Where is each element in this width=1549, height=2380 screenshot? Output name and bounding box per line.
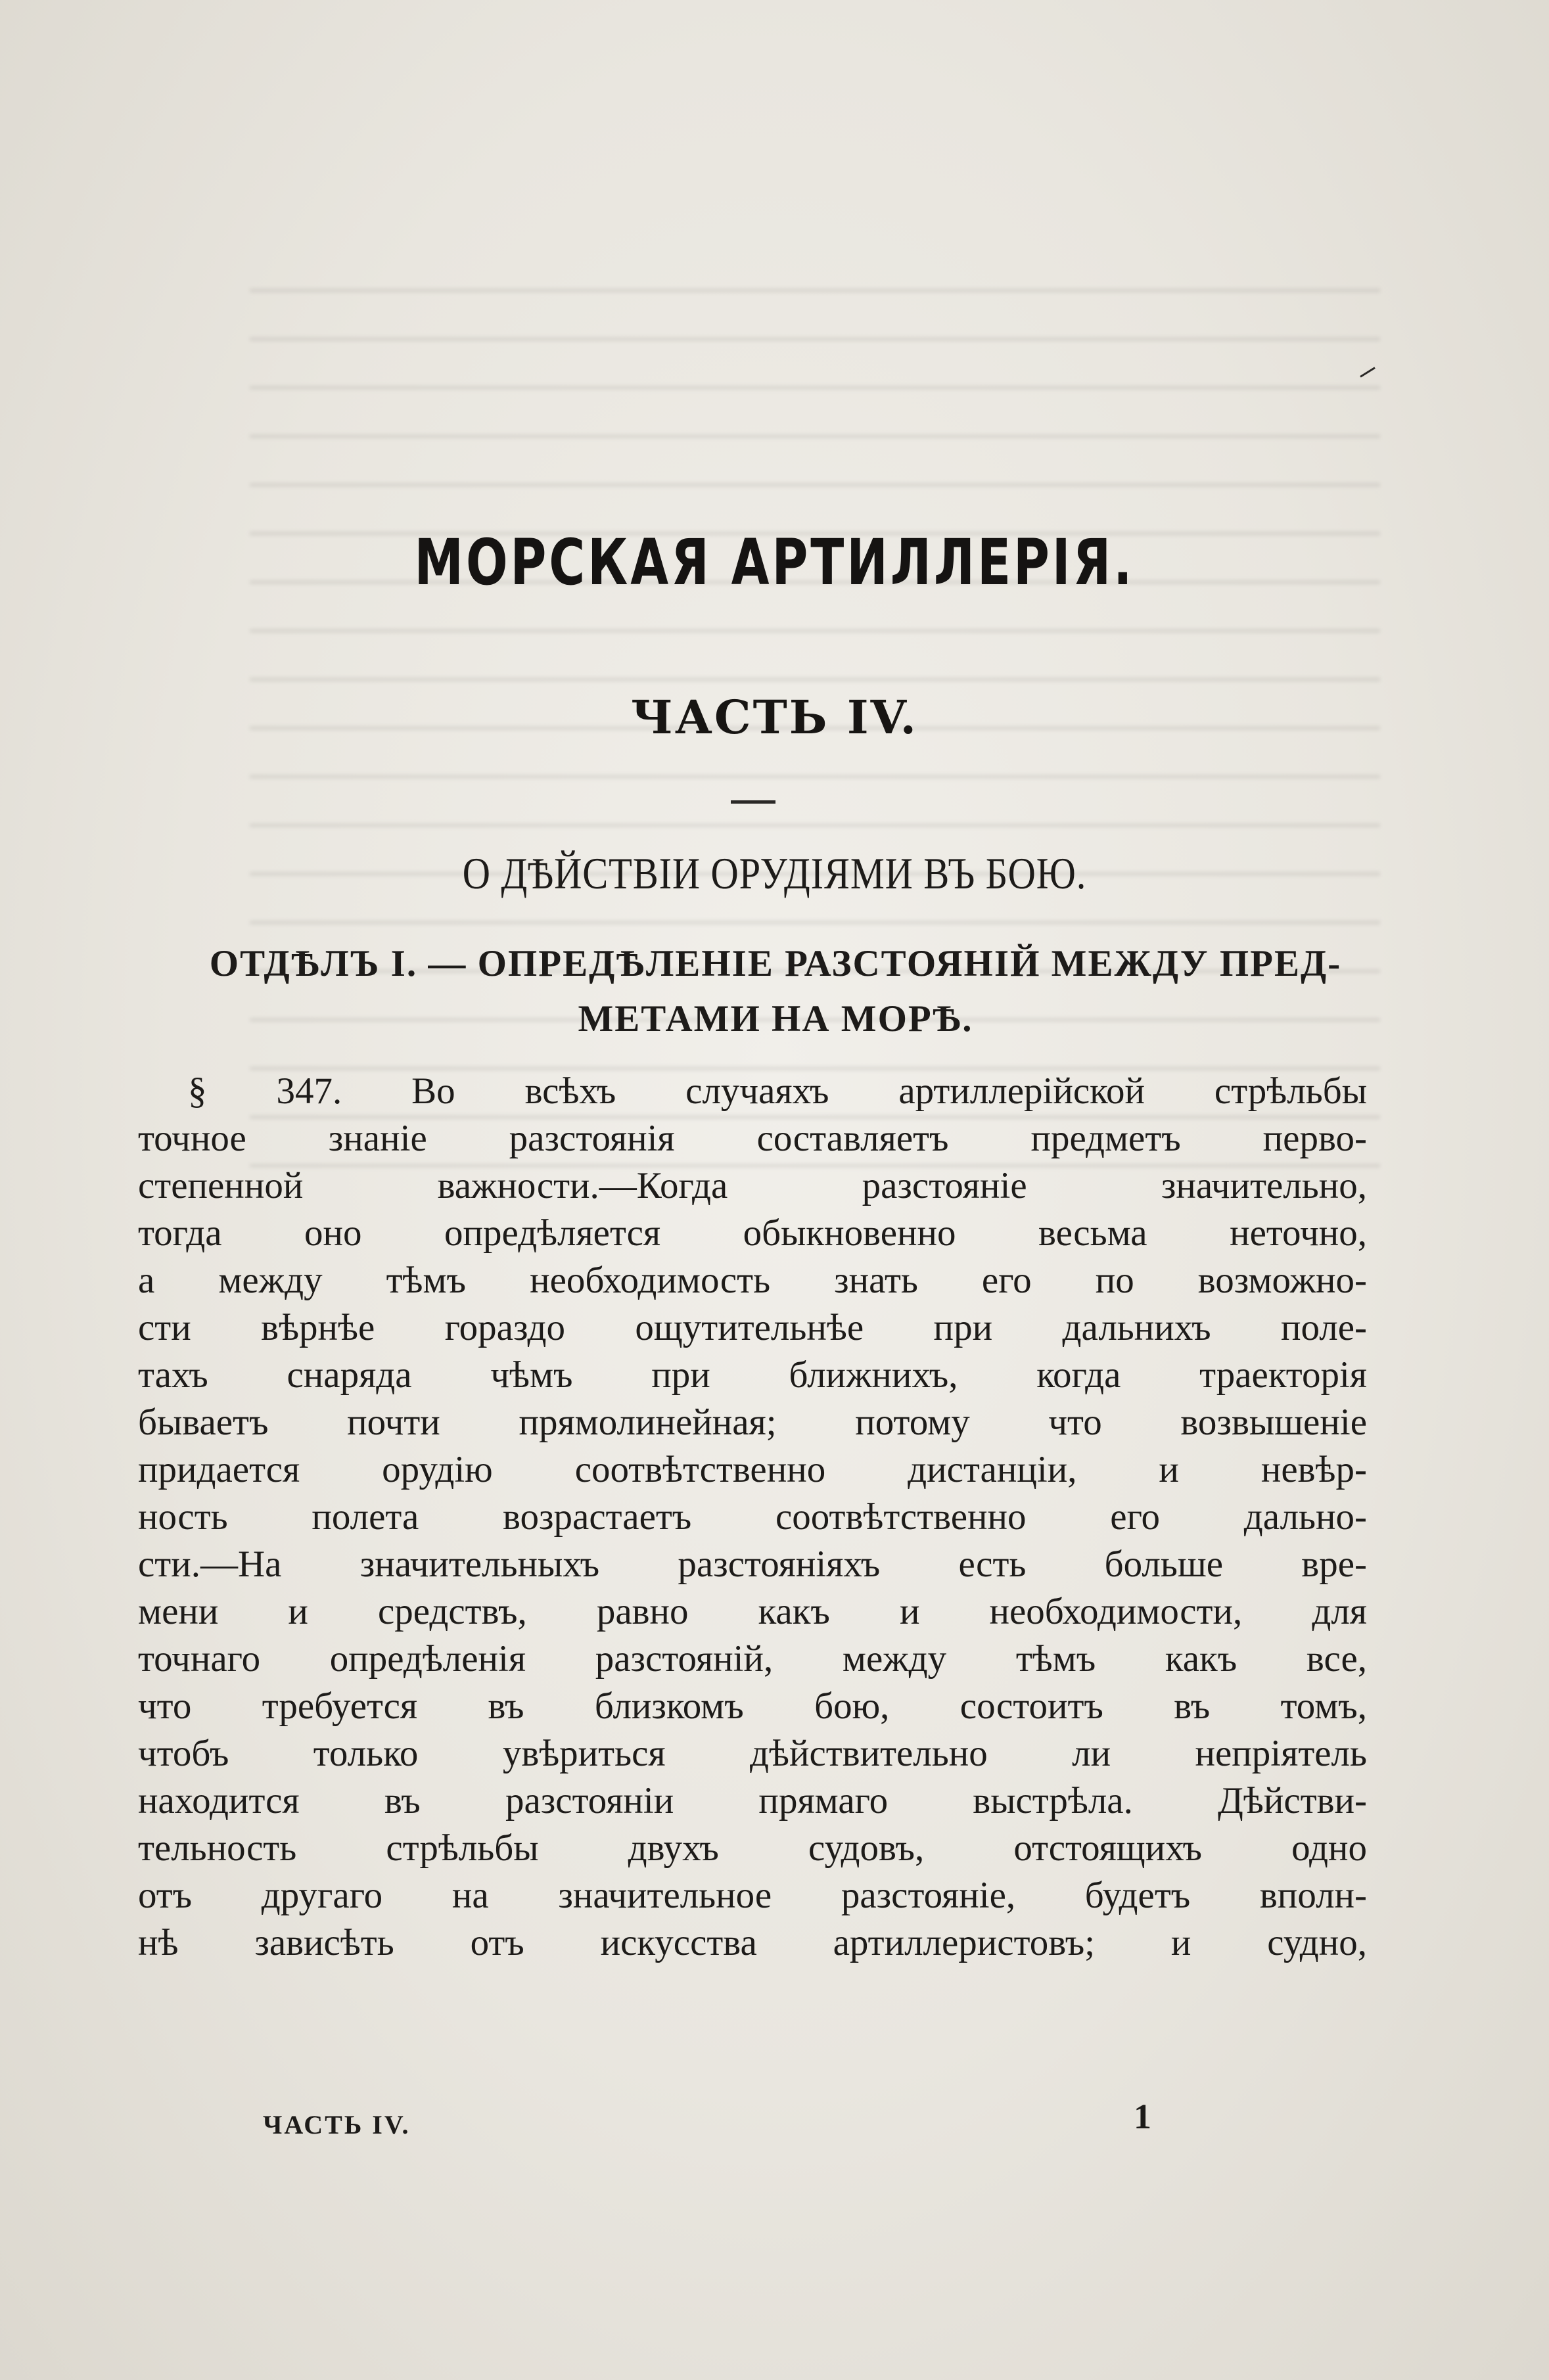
text-line: тогда оно опредѣляется обыкновенно весьма неточно,	[138, 1212, 1367, 1254]
body-paragraph	[138, 1068, 1367, 1967]
signature-mark: ЧАСТЬ IV.	[263, 2110, 411, 2140]
main-title: МОРСКАЯ АРТИЛЛЕРІЯ.	[414, 526, 1135, 599]
department-heading-line: ОТДѢЛЪ I. — ОПРЕДѢЛЕНІЕ РАЗСТОЯНІЙ МЕЖДУ ПРЕД-	[209, 943, 1342, 984]
section-title: О ДѢЙСТВІИ ОРУДІЯМИ ВЪ БОЮ.	[462, 848, 1087, 898]
text-line: бываетъ почти прямолинейная; потому что возвышеніе	[138, 1402, 1367, 1443]
text-line: а между тѣмъ необходимость знать его по возможно-	[138, 1260, 1367, 1301]
text-line: ность полета возрастаетъ соотвѣтственно его дально-	[138, 1496, 1367, 1538]
text-line: мени и средствъ, равно какъ и необходимости, для	[138, 1591, 1367, 1632]
text-line: тельность стрѣльбы двухъ судовъ, отстоящихъ одно	[138, 1827, 1367, 1869]
department-heading	[138, 936, 1413, 1047]
department-heading-line: МЕТАМИ НА МОРѢ.	[578, 998, 973, 1040]
text-line: что требуется въ близкомъ бою, состоитъ въ томъ,	[138, 1685, 1367, 1727]
text-line: точнаго опредѣленія разстояній, между тѣмъ какъ все,	[138, 1638, 1367, 1680]
text-line: чтобъ только увѣриться дѣйствительно ли непріятель	[138, 1733, 1367, 1774]
text-line: тахъ снаряда чѣмъ при ближнихъ, когда траекторія	[138, 1354, 1367, 1396]
text-line: сти.—На значительныхъ разстояніяхъ есть больше вре-	[138, 1544, 1367, 1585]
part-title: ЧАСТЬ IV.	[630, 690, 919, 744]
text-line: нѣ зависѣть отъ искусства артиллеристовъ; и судно,	[138, 1922, 1367, 1963]
text-line: § 347. Во всѣхъ случаяхъ артиллерійской стрѣльбы	[188, 1070, 1367, 1112]
text-line: находится въ разстояніи прямаго выстрѣла. Дѣйстви-	[138, 1780, 1367, 1821]
page-number: 1	[1134, 2097, 1151, 2136]
text-line: точное знаніе разстоянія составляетъ предметъ перво-	[138, 1118, 1367, 1159]
text-line: придается орудію соотвѣтственно дистанціи, и невѣр-	[138, 1449, 1367, 1490]
text-line: степенной важности.—Когда разстояніе значительно,	[138, 1165, 1367, 1206]
divider-dash	[731, 800, 775, 804]
text-line: отъ другаго на значительное разстояніе, будетъ вполн-	[138, 1875, 1367, 1916]
text-line: сти вѣрнѣе гораздо ощутительнѣе при дальнихъ поле-	[138, 1307, 1367, 1348]
